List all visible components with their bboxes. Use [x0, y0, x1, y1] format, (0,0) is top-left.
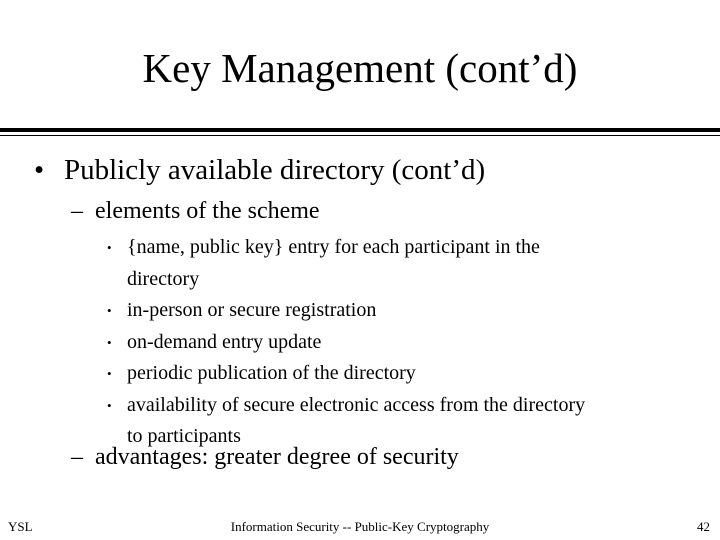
dash-marker: – [71, 198, 83, 224]
bullet-marker: • [107, 366, 112, 381]
list-item-line: on-demand entry update [127, 330, 322, 353]
list-item-line: to participants [127, 425, 241, 447]
list-item [107, 327, 687, 359]
bullet-marker: • [107, 303, 112, 318]
bullet-level2-text: advantages: greater degree of security [95, 444, 459, 470]
footer-page-number: 42 [697, 519, 710, 534]
list-item-line: periodic publication of the directory [127, 362, 416, 384]
list-item [107, 295, 687, 327]
list-item-line: in-person or secure registration [127, 299, 377, 321]
bullet-marker: • [34, 154, 45, 186]
list-item-line: availability of secure electronic access from the directory [127, 393, 586, 416]
scheme-elements-list [107, 232, 687, 453]
bullet-level2-elements [71, 197, 320, 225]
bullet-marker: • [107, 397, 112, 413]
bullet-level1-text: Publicly available directory (cont’d) [64, 154, 486, 186]
footer-course-title: Information Security -- Public-Key Cryptography [230, 519, 490, 534]
slide-title: Key Management (cont’d) [142, 45, 578, 91]
dash-marker: – [71, 444, 83, 470]
list-item-line: directory [127, 267, 200, 290]
bullet-marker: • [107, 334, 112, 350]
title-divider-thick [0, 128, 720, 132]
bullet-level2-text: elements of the scheme [95, 198, 320, 224]
list-item [107, 358, 687, 390]
list-item-line: {name, public key} entry for each participant in the [127, 236, 540, 258]
bullet-marker: • [107, 240, 112, 255]
list-item [107, 232, 687, 295]
bullet-level2-advantages [71, 443, 459, 471]
title-divider-thin [0, 135, 720, 136]
bullet-level1 [34, 153, 485, 187]
footer-author: YSL [8, 519, 33, 534]
